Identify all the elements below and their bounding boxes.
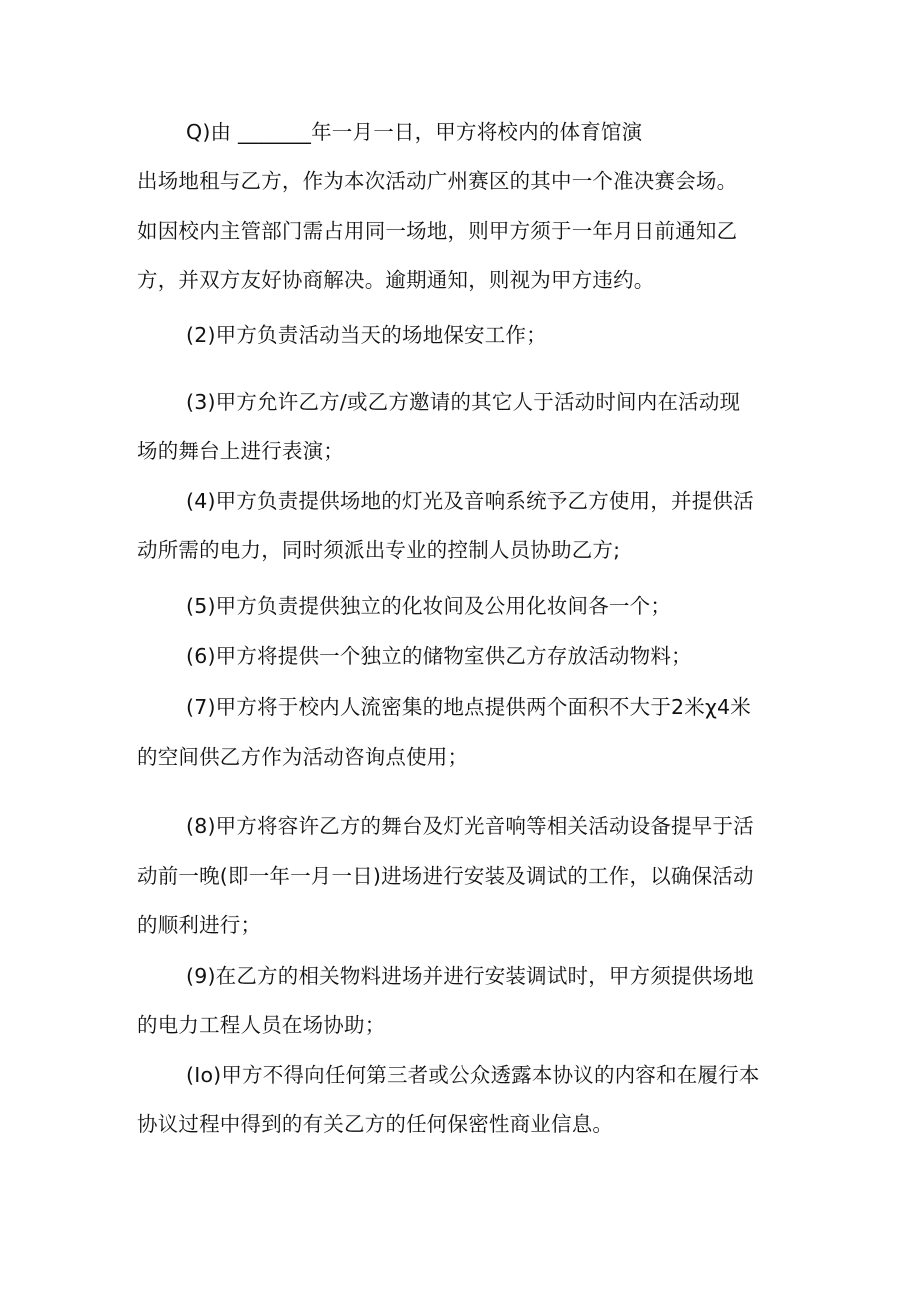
text-line-16: 的顺利进行； — [137, 913, 262, 937]
text-line-20: 协议过程中得到的有关乙方的任何保密性商业信息。 — [137, 1112, 614, 1136]
text-line-15: 动前一晚(即一年一月一日)进场进行安装及调试的工作，以确保活动 — [137, 864, 754, 888]
text-line-13: 的空间供乙方作为活动咨询点使用； — [137, 745, 469, 769]
text-line-9: 动所需的电力，同时须派出专业的控制人员协助乙方; — [137, 538, 621, 562]
text-line-1: Q)由 _______年一月一日，甲方将校内的体育馆演 — [186, 120, 643, 144]
text-line-7: 场的舞台上进行表演； — [137, 439, 344, 463]
text-line-14: (8)甲方将容许乙方的舞台及灯光音响等相关活动设备提早于活 — [186, 814, 754, 838]
text-line-6: (3)甲方允许乙方/或乙方邀请的其它人于活动时间内在活动现 — [186, 390, 741, 414]
text-line-4: 方，并双方友好协商解决。逾期通知，则视为甲方违约。 — [137, 268, 655, 292]
text-line-11: (6)甲方将提供一个独立的储物室供乙方存放活动物料； — [186, 644, 692, 668]
text-line-8: (4)甲方负责提供场地的灯光及音响系统予乙方使用，并提供活 — [186, 489, 754, 513]
text-line-19: (Io)甲方不得向任何第三者或公众透露本协议的内容和在履行本 — [186, 1063, 760, 1087]
text-line-18: 的电力工程人员在场协助； — [137, 1013, 386, 1037]
text-line-2: 出场地租与乙方，作为本次活动广州赛区的其中一个准决赛会场。 — [137, 169, 738, 193]
text-line-12: (7)甲方将于校内人流密集的地点提供两个面积不大于2米χ4米 — [186, 695, 751, 719]
text-line-10: (5)甲方负责提供独立的化妆间及公用化妆间各一个； — [186, 594, 672, 618]
text-line-5: (2)甲方负责活动当天的场地保安工作； — [186, 323, 547, 347]
text-line-3: 如因校内主管部门需占用同一场地，则甲方须于一年月日前通知乙 — [137, 219, 738, 243]
text-line-17: (9)在乙方的相关物料进场并进行安装调试时，甲方须提供场地 — [186, 964, 754, 988]
